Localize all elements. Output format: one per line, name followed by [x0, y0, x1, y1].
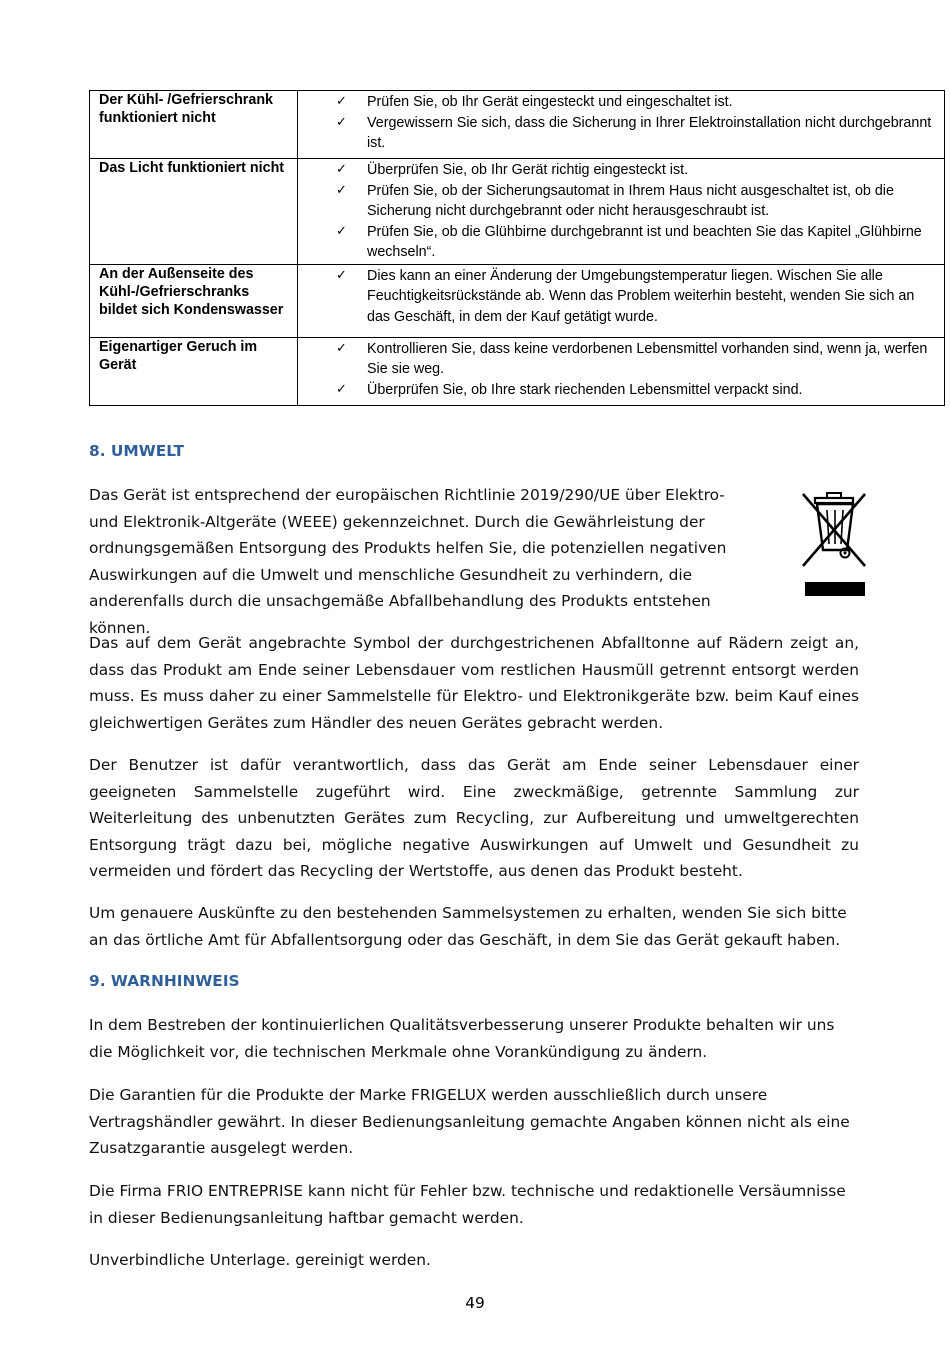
solution-text: Dies kann an einer Änderung der Umgebungstemperatur liegen. Wischen Sie alle Feuchtigkeitsrückstände ab. Wenn das Problem weiterhin besteht, wenden Sie sich an das Geschäft, in dem der Kauf getätigt wurde.	[367, 267, 915, 325]
paragraph-text: Unverbindliche Unterlage. gereinigt werden.	[89, 1251, 431, 1269]
checkmark-icon: ✓	[336, 162, 347, 177]
paragraph-text: Die Firma FRIO ENTREPRISE kann nicht für Fehler bzw. technische und redaktionelle Versäumnisse in dieser Bedienungsanleitung haftbar gemacht werden.	[89, 1182, 846, 1227]
solution-list	[298, 92, 936, 154]
section-heading-warnhinweis: 9. WARNHINWEIS	[89, 972, 240, 990]
section-heading-umwelt: 8. UMWELT	[89, 442, 184, 460]
checkmark-icon: ✓	[336, 381, 347, 397]
checkmark-icon: ✓	[336, 223, 347, 239]
solutions-cell	[298, 91, 945, 159]
table-row	[90, 264, 945, 337]
paragraph-text: Das auf dem Gerät angebrachte Symbol der durchgestrichenen Abfalltonne auf Rädern zeigt an, dass das Produkt am Ende seiner Lebensdauer vom restlichen Hausmüll getrennt entsorgt werden muss. Es muss daher zu einer Sammelstelle für Elektro- und Elektronikgeräte bzw. beim Kauf eines gleichwertigen Gerätes zum Händler des neuen Gerätes gebracht werden.	[89, 634, 859, 732]
list-item	[298, 160, 936, 181]
problem-cell: An der Außenseite des Kühl-/Gefrierschranks bildet sich Kondenswasser	[90, 264, 298, 337]
page-number: 49	[465, 1294, 485, 1312]
list-item	[298, 222, 936, 263]
weee-bin-icon	[797, 488, 869, 600]
paragraph-text: In dem Bestreben der kontinuierlichen Qualitätsverbesserung unserer Produkte behalten wir uns die Möglichkeit vor, die technischen Merkmale ohne Vorankündigung zu ändern.	[89, 1016, 835, 1061]
paragraph	[89, 752, 859, 885]
list-item	[298, 266, 936, 328]
list-item	[298, 92, 936, 113]
paragraph	[89, 482, 759, 641]
paragraph	[89, 1012, 859, 1065]
checkmark-icon: ✓	[336, 340, 347, 356]
solution-text: Überprüfen Sie, ob Ihre stark riechenden Lebensmittel verpackt sind.	[367, 381, 803, 398]
solution-text: Vergewissern Sie sich, dass die Sicherung in Ihrer Elektroinstallation nicht durchgebrannt ist.	[367, 114, 932, 151]
paragraph	[89, 630, 859, 736]
problem-cell: Der Kühl- /Gefrierschrank funktioniert nicht	[90, 91, 298, 159]
solutions-cell	[298, 337, 945, 405]
checkmark-icon: ✓	[336, 114, 347, 130]
table-row	[90, 159, 945, 265]
solution-list	[298, 339, 936, 401]
solutions-cell	[298, 264, 945, 337]
problem-cell: Eigenartiger Geruch im Gerät	[90, 337, 298, 405]
solutions-cell	[298, 159, 945, 265]
paragraph-text: Das Gerät ist entsprechend der europäischen Richtlinie 2019/290/UE über Elektro- und Elektronik-Altgeräte (WEEE) gekennzeichnet. Durch die Gewährleistung der ordnungsgemäßen Entsorgung des Produkts helfen Sie, die potenziellen negativen Auswirkungen auf die Umwelt und menschliche Gesundheit zu verhindern, die anderenfalls durch die unsachgemäße Abfallbehandlung des Produkts entstehen können.	[89, 486, 727, 637]
problem-cell: Das Licht funktioniert nicht	[90, 159, 298, 265]
solution-text: Kontrollieren Sie, dass keine verdorbenen Lebensmittel vorhanden sind, wenn ja, werfen Sie sie weg.	[367, 340, 928, 377]
solution-text: Prüfen Sie, ob die Glühbirne durchgebrannt ist und beachten Sie das Kapitel „Glühbirne wechseln“.	[367, 223, 922, 260]
list-item	[298, 380, 936, 401]
troubleshooting-table	[89, 90, 945, 406]
list-item	[298, 181, 936, 222]
paragraph	[89, 1082, 859, 1162]
table-row	[90, 91, 945, 159]
solution-list	[298, 160, 936, 263]
checkmark-icon: ✓	[336, 182, 347, 198]
solution-list	[298, 266, 936, 328]
paragraph-text: Um genauere Auskünfte zu den bestehenden Sammelsystemen zu erhalten, wenden Sie sich bitte an das örtliche Amt für Abfallentsorgung oder das Geschäft, in dem Sie das Gerät gekauft haben.	[89, 904, 847, 949]
checkmark-icon: ✓	[336, 267, 347, 283]
list-item	[298, 113, 936, 154]
solution-text: Prüfen Sie, ob Ihr Gerät eingesteckt und eingeschaltet ist.	[367, 94, 733, 110]
table-row	[90, 337, 945, 405]
paragraph-text: Die Garantien für die Produkte der Marke FRIGELUX werden ausschließlich durch unsere Vertragshändler gewährt. In dieser Bedienungsanleitung gemachte Angaben können nicht als eine Zusatzgarantie ausgelegt werden.	[89, 1086, 850, 1157]
solution-text: Überprüfen Sie, ob Ihr Gerät richtig eingesteckt ist.	[367, 162, 689, 178]
paragraph	[89, 1247, 859, 1274]
list-item	[298, 339, 936, 380]
paragraph-text: Der Benutzer ist dafür verantwortlich, dass das Gerät am Ende seiner Lebensdauer einer geeigneten Sammelstelle zugeführt wird. Eine zweckmäßige, getrennte Sammlung zur Weiterleitung des unbenutzten Gerätes zum Recycling, zur Aufbereitung und umweltgerechten Entsorgung trägt dazu bei, mögliche negative Auswirkungen auf Umwelt und Gesundheit zu vermeiden und fördert das Recycling der Wertstoffe, aus denen das Produkt besteht.	[89, 756, 859, 880]
solution-text: Prüfen Sie, ob der Sicherungsautomat in Ihrem Haus nicht ausgeschaltet ist, ob die Sicherung nicht durchgebrannt oder nicht herausgeschraubt ist.	[367, 182, 894, 219]
paragraph	[89, 900, 859, 953]
checkmark-icon: ✓	[336, 94, 347, 109]
paragraph	[89, 1178, 859, 1231]
